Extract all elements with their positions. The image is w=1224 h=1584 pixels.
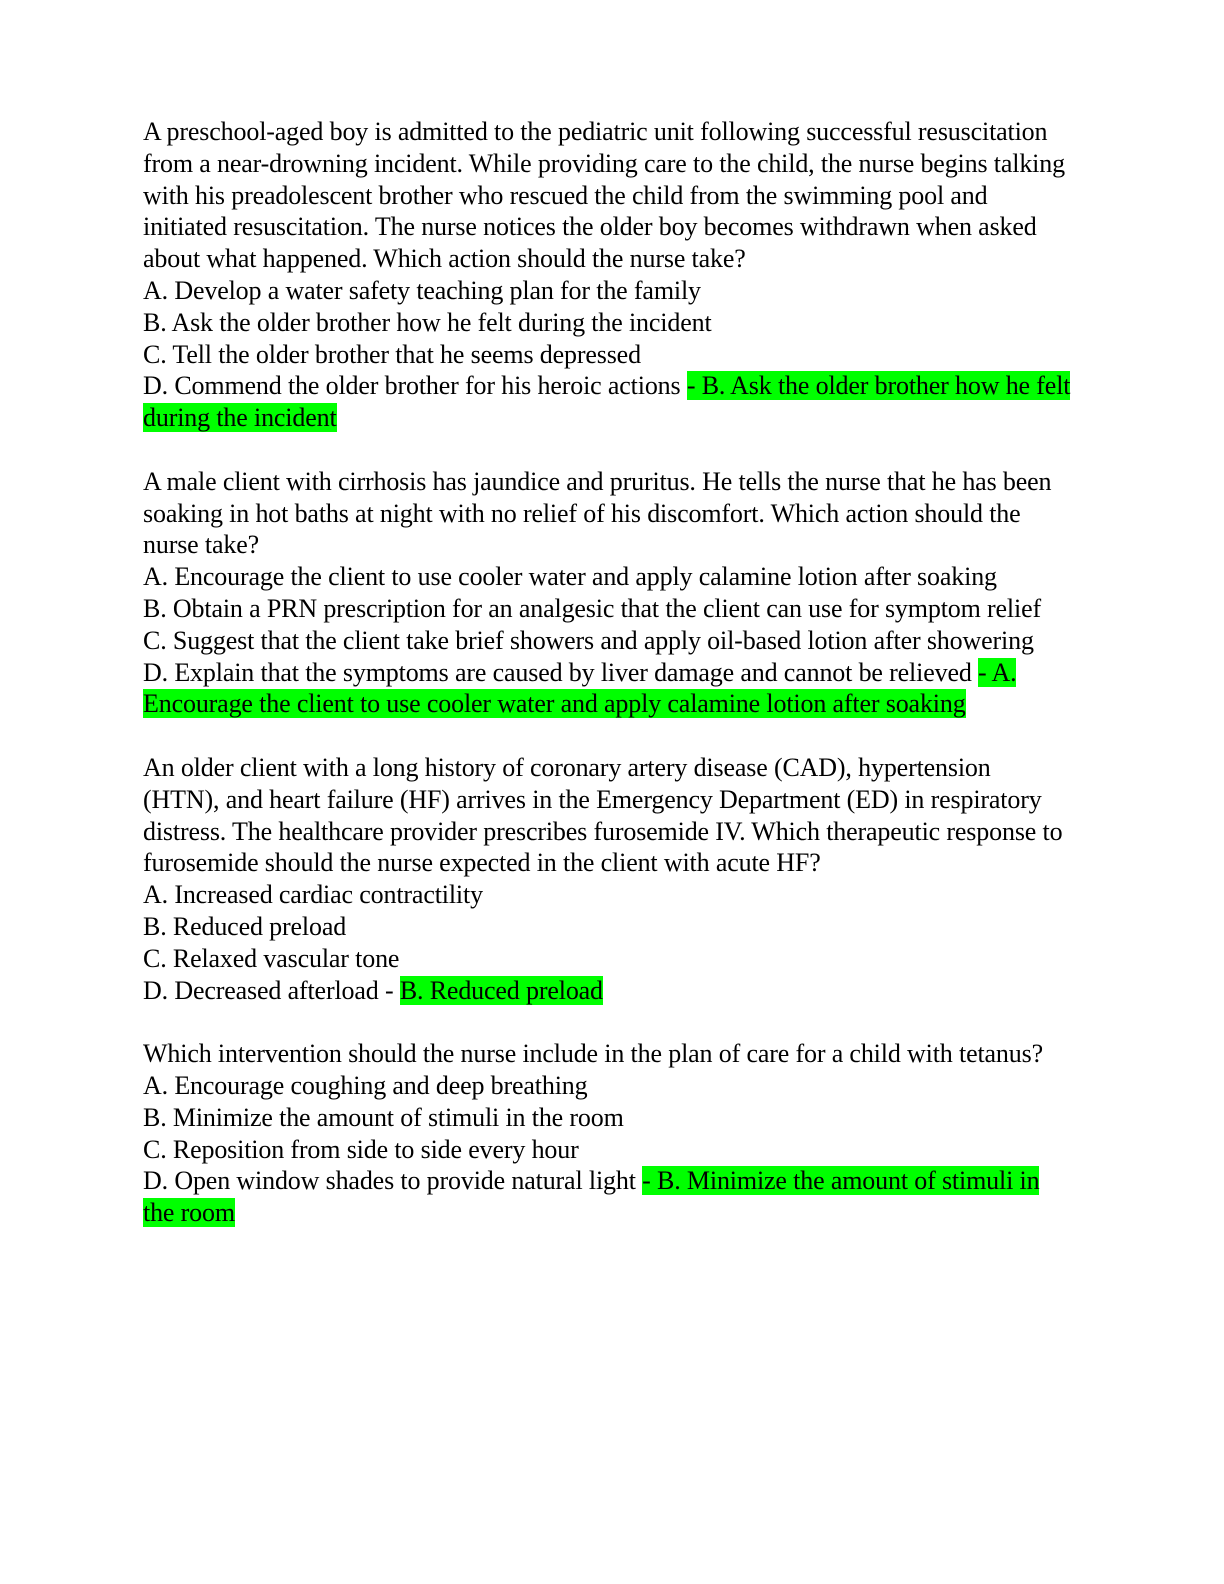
option-d-with-answer: [143, 657, 1073, 721]
option-d: D. Commend the older brother for his heroic actions: [143, 371, 681, 401]
document-page: [143, 116, 1073, 1261]
answer-prefix: -: [384, 975, 400, 1005]
option-c: C. Suggest that the client take brief showers and apply oil-based lotion after showering: [143, 625, 1034, 655]
option-d-with-answer: [143, 370, 1073, 434]
question-4: [143, 1038, 1073, 1229]
option-b: B. Reduced preload: [143, 911, 347, 941]
answer-highlight: - A. Encourage the client to use cooler water and apply calamine lotion after soaking: [143, 657, 1017, 719]
question-stem: An older client with a long history of coronary artery disease (CAD), hypertension (HTN), and heart failure (HF) arrives in the Emergency Department (ED) in respiratory distress. The healthcare provider prescribes furosemide IV. Which therapeutic response to furosemide should the nurse expected in the client with acute HF?: [143, 752, 1063, 878]
option-d-with-answer: [143, 975, 1073, 1007]
question-3: [143, 752, 1073, 1006]
answer-highlight: - B. Ask the older brother how he felt during the incident: [143, 371, 1071, 433]
answer-highlight: - B. Minimize the amount of stimuli in the room: [143, 1166, 1040, 1228]
question-1: [143, 116, 1073, 434]
option-a: A. Encourage coughing and deep breathing: [143, 1070, 588, 1100]
option-d-with-answer: [143, 1165, 1073, 1229]
answer-highlight: B. Reduced preload: [399, 975, 603, 1005]
option-c: C. Reposition from side to side every hour: [143, 1134, 579, 1164]
option-d: D. Explain that the symptoms are caused by liver damage and cannot be relieved: [143, 657, 972, 687]
option-b: B. Ask the older brother how he felt during the incident: [143, 307, 712, 337]
option-c: C. Tell the older brother that he seems depressed: [143, 339, 641, 369]
option-a: A. Encourage the client to use cooler water and apply calamine lotion after soaking: [143, 562, 997, 592]
option-a: A. Develop a water safety teaching plan for the family: [143, 275, 701, 305]
option-d: D. Decreased afterload: [143, 975, 379, 1005]
option-d: D. Open window shades to provide natural light: [143, 1166, 636, 1196]
question-stem: Which intervention should the nurse include in the plan of care for a child with tetanus?: [143, 1039, 1043, 1069]
question-stem: A male client with cirrhosis has jaundice and pruritus. He tells the nurse that he has been soaking in hot baths at night with no relief of his discomfort. Which action should the nurse take?: [143, 466, 1052, 560]
question-stem: A preschool-aged boy is admitted to the pediatric unit following successful resuscitation from a near-drowning incident. While providing care to the child, the nurse begins talking with his preadolescent brother who rescued the child from the swimming pool and initiated resuscitation. The nurse notices the older boy becomes withdrawn when asked about what happened. Which action should the nurse take?: [143, 117, 1065, 274]
option-b: B. Obtain a PRN prescription for an analgesic that the client can use for symptom relief: [143, 593, 1041, 623]
option-a: A. Increased cardiac contractility: [143, 880, 483, 910]
option-b: B. Minimize the amount of stimuli in the room: [143, 1102, 624, 1132]
question-2: [143, 466, 1073, 720]
option-c: C. Relaxed vascular tone: [143, 943, 400, 973]
